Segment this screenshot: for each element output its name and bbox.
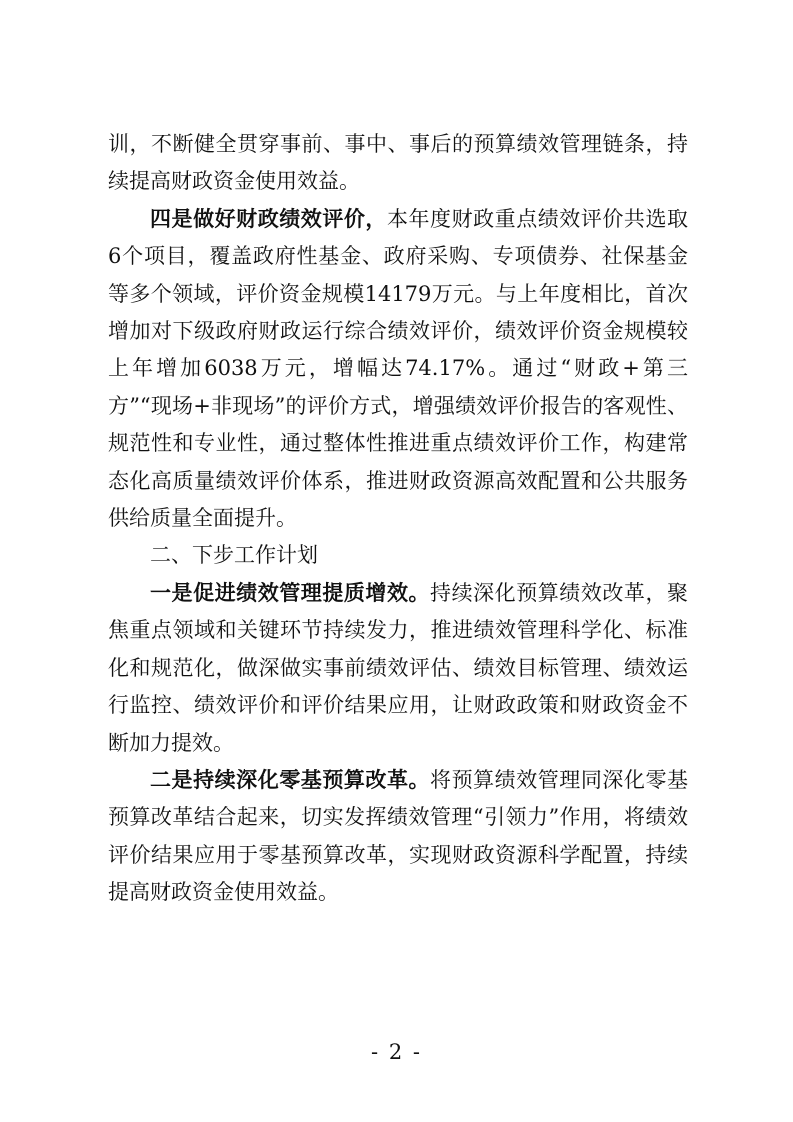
paragraph-plan-2 bbox=[108, 762, 688, 912]
page-number: - 2 - bbox=[371, 1040, 422, 1064]
paragraph-plan-2-body: 将预算绩效管理同深化零基预算改革结合起来，切实发挥绩效管理“引领力”作用，将绩效评价结果应用于零基预算改革，实现财政资源科学配置，持续提高财政资金使用效益。 bbox=[108, 767, 689, 905]
paragraph-evaluation-body: 本年度财政重点绩效评价共选取6个项目，覆盖政府性基金、政府采购、专项债券、社保基金等多个领域，评价资金规模14179万元。与上年度相比，首次增加对下级政府财政运行综合绩效评价，绩效评价资金规模较上年增加6038万元，增幅达74.17%。通过“财政+第三方”“现场+非现场”的评价方式，增强绩效评价报告的客观性、规范性和专业性，通过整体性推进重点绩效评价工作，构建常态化高质量绩效评价体系，推进财政资源高效配置和公共服务供给质量全面提升。 bbox=[108, 206, 689, 531]
paragraph-evaluation-lead: 四是做好财政绩效评价， bbox=[150, 206, 387, 231]
section-heading: 二、下步工作计划 bbox=[150, 543, 318, 568]
paragraph-plan-1-body: 持续深化预算绩效改革，聚焦重点领域和关键环节持续发力，推进绩效管理科学化、标准化和规范化，做深做实事前绩效评估、绩效目标管理、绩效运行监控、绩效评价和评价结果应用，让财政政策和财政资金不断加力提效。 bbox=[108, 580, 689, 755]
document-body bbox=[108, 126, 688, 912]
paragraph-continued: 训，不断健全贯穿事前、事中、事后的预算绩效管理链条，持续提高财政资金使用效益。 bbox=[108, 132, 688, 194]
paragraph-plan-2-lead: 二是持续深化零基预算改革。 bbox=[150, 767, 431, 792]
paragraph-plan-1 bbox=[108, 575, 688, 762]
paragraph-evaluation bbox=[108, 201, 688, 538]
paragraph-plan-1-lead: 一是促进绩效管理提质增效。 bbox=[150, 580, 431, 605]
